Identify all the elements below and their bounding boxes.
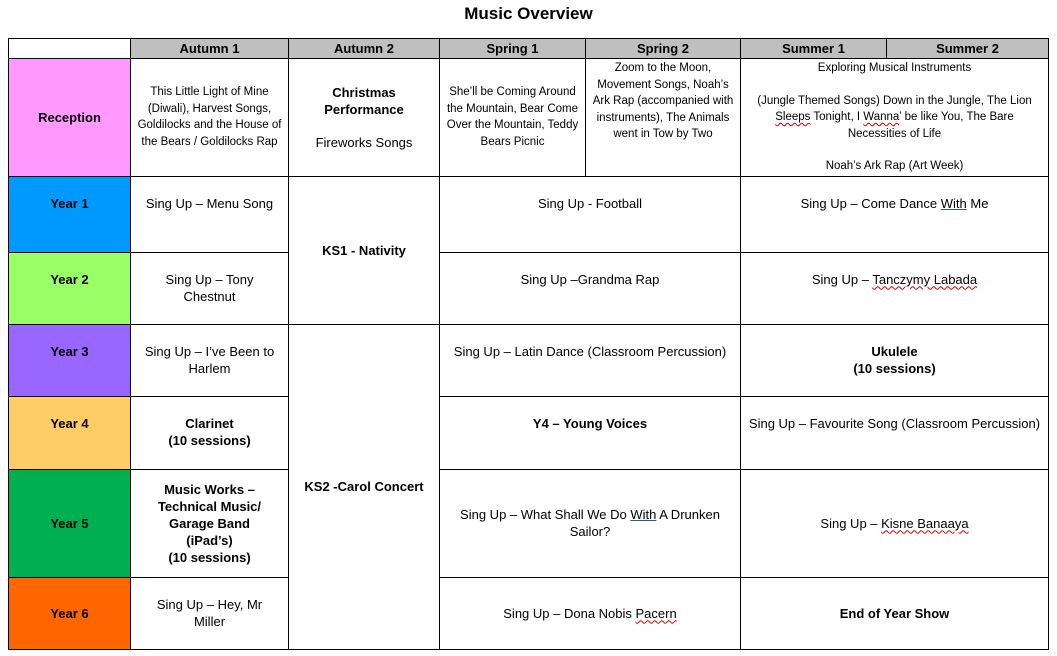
- table-row-year-1: [9, 176, 1049, 252]
- year-6-summer: End of Year Show: [741, 577, 1049, 649]
- year-4-spring: Y4 – Young Voices: [440, 396, 741, 469]
- reception-autumn-1-text-c: Harvest Songs, Goldilocks and the House of the Bears / Goldilocks Rap: [137, 102, 282, 148]
- year-5-summer: Sing Up – Kisne Banaaya: [741, 469, 1049, 577]
- page-title: Music Overview: [464, 4, 593, 23]
- row-label-reception: Reception: [9, 59, 131, 177]
- row-label-year-2: Year 2: [9, 252, 131, 324]
- table-row-year-6: [9, 577, 1049, 649]
- year-6-spring: Sing Up – Dona Nobis Pacern: [440, 577, 741, 649]
- header-spring-1: Spring 1: [440, 39, 586, 59]
- ks2-carol-concert: KS2 -Carol Concert: [289, 324, 440, 649]
- reception-autumn-1: [131, 59, 289, 177]
- header-autumn-1: Autumn 1: [131, 39, 289, 59]
- reception-summer-line-1: Exploring Musical Instruments: [817, 62, 972, 74]
- reception-autumn-2-title: Christmas Performance: [324, 84, 404, 117]
- music-overview-table: [8, 38, 1049, 650]
- reception-spring-1: She’ll be Coming Around the Mountain, Bear Come Over the Mountain, Teddy Bears Picnic: [440, 59, 586, 177]
- table-row-year-3: [9, 324, 1049, 396]
- year-2-autumn-1: Sing Up – Tony Chestnut: [131, 252, 289, 324]
- year-3-summer: Ukulele (10 sessions): [741, 324, 1049, 396]
- year-5-spring: Sing Up – What Shall We Do With A Drunken Sailor?: [440, 469, 741, 577]
- header-summer-1: Summer 1: [741, 39, 887, 59]
- year-3-spring: Sing Up – Latin Dance (Classroom Percussion): [440, 324, 741, 396]
- header-summer-2: Summer 2: [887, 39, 1049, 59]
- header-corner: [9, 39, 131, 59]
- header-autumn-2: Autumn 2: [289, 39, 440, 59]
- reception-summer: [741, 59, 1049, 177]
- row-label-year-3: Year 3: [9, 324, 131, 396]
- year-4-summer: Sing Up – Favourite Song (Classroom Percussion): [741, 396, 1049, 469]
- table-row-reception: [9, 59, 1049, 177]
- year-2-summer: Sing Up – Tanczymy Labada: [741, 252, 1049, 324]
- reception-spring-2: Zoom to the Moon, Movement Songs, Noah’s Ark Rap (accompanied with instruments), The Animals went in Tow by Two: [586, 59, 741, 177]
- reception-summer-line-3: Noah’s Ark Rap (Art Week): [825, 160, 964, 172]
- table-row-year-4: [9, 396, 1049, 469]
- row-label-year-6: Year 6: [9, 577, 131, 649]
- year-1-autumn-1: Sing Up – Menu Song: [131, 176, 289, 252]
- row-label-year-5: Year 5: [9, 469, 131, 577]
- reception-autumn-2-sub: Fireworks Songs: [315, 134, 413, 150]
- year-1-spring: Sing Up - Football: [440, 176, 741, 252]
- table-row-year-5: [9, 469, 1049, 577]
- table-row-year-2: [9, 252, 1049, 324]
- year-3-autumn-1: Sing Up – I’ve Been to Harlem: [131, 324, 289, 396]
- year-6-autumn-1: Sing Up – Hey, Mr Miller: [131, 577, 289, 649]
- row-label-year-4: Year 4: [9, 396, 131, 469]
- year-1-summer: Sing Up – Come Dance With Me: [741, 176, 1049, 252]
- year-2-spring: Sing Up –Grandma Rap: [440, 252, 741, 324]
- header-spring-2: Spring 2: [586, 39, 741, 59]
- ks1-nativity: KS1 - Nativity: [289, 176, 440, 324]
- reception-autumn-1-text-b: ,: [186, 102, 190, 115]
- reception-summer-line-2: (Jungle Themed Songs) Down in the Jungle, The Lion Sleeps Tonight, I Wanna’ be like You, The Bare Necessities of Life: [757, 94, 1032, 140]
- row-label-year-1: Year 1: [9, 176, 131, 252]
- reception-autumn-1-text-a: This Little Light of Mine (Diwali): [147, 86, 269, 115]
- header-row: [9, 39, 1049, 59]
- year-4-autumn-1: Clarinet (10 sessions): [131, 396, 289, 469]
- reception-autumn-2: [289, 59, 440, 177]
- year-5-autumn-1: Music Works – Technical Music/ Garage Band (iPad’s) (10 sessions): [131, 469, 289, 577]
